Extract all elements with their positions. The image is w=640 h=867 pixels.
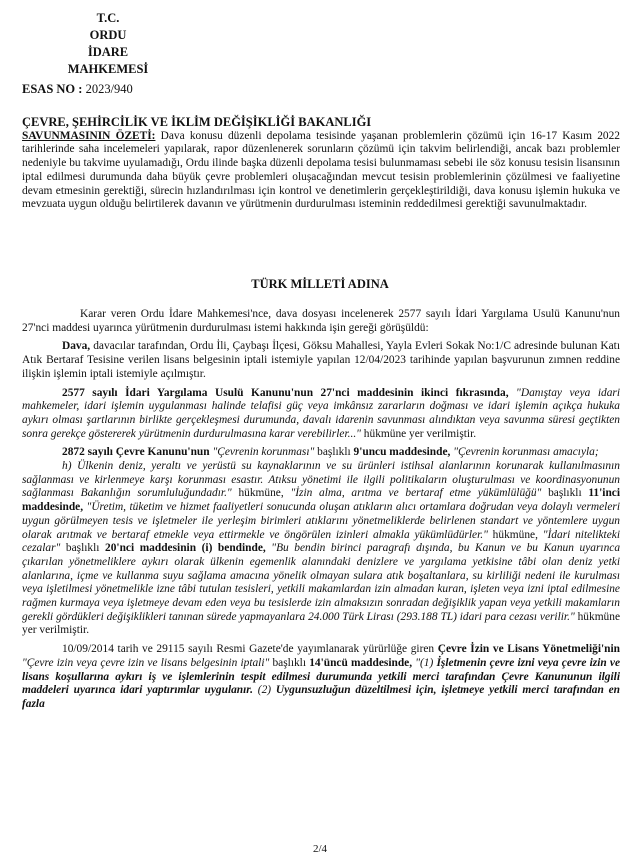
case-number-value: 2023/940 [85,82,133,96]
p6-bold-italic-2: Uygunsuzluğun düzeltilmesi için, işletmeye yetkili merci tarafından en fazla [22,684,621,710]
defense-summary-block [22,116,620,212]
paragraph-cevre-kanunu [22,446,620,460]
p6-bold1: Çevre İzin ve Lisans Yönetmeliği'nin [437,643,620,656]
p5-t1: hükmüne, [231,487,291,500]
p5-end: hükmüne yer verilmiştir. [22,610,620,637]
p6-bold-italic: İşletmenin çevre izni veya çevre izin ve lisans koşullarına aykırı iş ve işlemlerinin tespit edilmesi durumunda yetkili merci tarafından Çevre Kanununun ilgili maddeleri uyarınca idari yaptırımlar uygulanır. [22,656,620,697]
p5-t4: başlıklı [60,542,106,555]
p4-it2: "Çevrenin korunması amacıyla; [450,446,599,459]
p5-it3: "Üretim, tüketim ve hizmet faaliyetleri sonucunda oluşan atıkların alıcı ortamlara doğrudan veya dolaylı vermeleri uygun görülmeyen tesis ve işletmeler ile yerleşim birimleri atıklarını yönetmeliklerde belirlenen standart ve yöntemlere uygun olarak arıtmak ve bertaraf etmekle veya ettirmekle ve öngörülen izinleri almakla yükümlüdürler." [22,501,620,541]
section-title: TÜRK MİLLETİ ADINA [251,277,389,291]
respondent-name: ÇEVRE, ŞEHİRCİLİK VE İKLİM DEĞİŞİKLİĞİ BAKANLIĞI [22,115,372,129]
p5-t3: hükmüne, [487,528,543,541]
court-header [48,10,168,78]
paragraph-iyuk [22,387,620,442]
p4-bold2: 9'uncu maddesinde, [353,446,451,459]
p5-it5: "Bu bendin birinci paragrafı dışında, bu Kanun ve bu Kanun uyarınca çıkarılan yönetmeliklere aykırı olarak ülkenin egemenlik alanındaki denizlere ve yargılama yetkisine tâbi olan deniz yetki alanlarına, içme ve kullanma suyu sağlama amacına yönelik olmayan sulara atık boşaltanlara, su kirliliği nedeni ile kurulması veya işletilmesi yönetmelikle izne tâbi tutulan tesisleri, yetkili makamlardan izin almadan kuran, işleten veya izni iptal edilmesine rağmen kurmaya veya işletmeye devam eden veya bu tesislerde izin almaksızın sonradan değişiklik yapan veya yetkili makamların gerekli gördükleri değişiklikleri tanınan sürede yapmayanlara 24.000 Türk Lirası (293.188 TL) idari para cezası verilir." [22,542,621,623]
case-number [22,82,133,97]
p3-end: hükmüne yer verilmiştir. [360,427,477,440]
p5-it: h) Ülkenin deniz, yeraltı ve yerüstü su kaynaklarının ve su ürünleri istihsal alanlarının korunarak kullanılmasının sağlanması ve kirlenmeye karşı korunması esastır. Atıksu yönetimi ile ilgili politikaların oluşturulması ve koordinasyonunun sağlanması Bakanlığın sorumluluğundadır." [22,460,620,500]
p5-bold: 11'inci maddesinde, [22,487,621,514]
defense-summary-label: SAVUNMASININ ÖZETİ: [22,129,156,142]
p2-text: davacılar tarafından, Ordu İli, Çaybaşı İlçesi, Göksu Mahallesi, Yayla Evleri Sokak No:1/C adresinde bulunan Katı Atık Bertaraf Tesisine verilen lisans belgesinin iptali istemiyle yapılan 12/04/2023 tarihinde yapılan başvurunun zımnen reddine ilişkin işlemin iptali istemiyle açılmıştır. [22,340,620,380]
decision-body [22,308,620,712]
p3-italic: "Danıştay veya idari mahkemeler, idari işlemin uygulanması halinde telafisi güç veya imkânsız zararların doğması ve idari işlemin açıkça hukuka aykırı olması şartlarının birlikte gerçekleşmesi durumunda, davalı idarenin savunması alındıktan veya savunma süresi geçtikten sonra gerekçe göstererek yürütmenin durdurulmasına karar verebilirler..." [22,386,620,440]
p6-t1: 10/09/2014 tarih ve 29115 sayılı Resmi Gazete'de yayımlanarak yürürlüğe giren [62,643,438,656]
defense-summary [22,130,620,212]
p6-it3: (2) [252,684,276,697]
p4-it1: "Çevrenin korunması" [209,446,315,459]
case-number-label: ESAS NO : [22,82,83,96]
p3-bold: 2577 sayılı İdari Yargılama Usulü Kanunu'nun 27'nci maddesinin ikinci fıkrasında, [62,386,509,399]
p4-bold1: 2872 sayılı Çevre Kanunu'nun [62,446,210,459]
p4-t1: başlıklı [314,446,354,459]
defense-summary-text: Dava konusu düzenli depolama tesisinde yaşanan problemlerin çözümü için 16-17 Kasım 2022 tarihlerinde saha incelemeleri yapılarak, rapor düzenlenerek sorunların çözümü için takvim belirlendiği, ancak bazı problemler nedeniyle bu takvime uyulamadığı, Ordu ilinde başka düzenli depolama tesisi bulunmaması sebebi ile söz konusu tesisin lisansının iptal edilmesi durumunda daha büyük çevre problemleri oluşacağından mevcut tesisin problemlerinin çözülmesi ve faaliyetine devam etmesinin gerektiği, sürecin hızlandırılması için kontrol ve denetimlerin gerçekleştirildiği, dava konusu işlemin hukuka ve mevzuata uygun olduğu belirtilerek davanın ve yürütmenin durdurulması isteminin reddedilmesi gerektiği savunulmaktadır. [22,129,620,211]
paragraph-intro [22,308,620,335]
p5-bold2: 20'nci maddesinin (i) bendinde, [105,542,266,555]
header-line-ordu: ORDU [89,28,127,42]
header-line-tc: T.C. [96,11,120,25]
page-number: 2/4 [312,843,328,855]
p6-bold2: 14'üncü maddesinde, [309,656,413,669]
paragraph-dava [22,340,620,381]
p6-t2: başlıklı [269,656,310,669]
p5-t2: başlıklı [541,487,589,500]
p6-it1: "Çevre izin veya çevre izin ve lisans belgesinin iptali" [22,656,270,669]
p5-it2: "İzin alma, arıtma ve bertaraf etme yükümlülüğü" [290,487,542,500]
p6-it2: "(1) [412,656,437,669]
paragraph-articles [22,460,620,638]
p2-bold: Dava, [62,340,91,353]
p5-it4: "İdari nitelikteki cezalar" [22,528,621,555]
header-line-court: İDARE MAHKEMESİ [67,45,149,76]
p1-text: Karar veren Ordu İdare Mahkemesi'nce, dava dosyası incelenerek 2577 sayılı İdari Yargılama Usulü Kanunu'nun 27'nci maddesi uyarınca yürütmenin durdurulması istemi hakkında işin gereği görüşüldü: [22,308,620,334]
paragraph-yonetmelik [22,643,620,712]
